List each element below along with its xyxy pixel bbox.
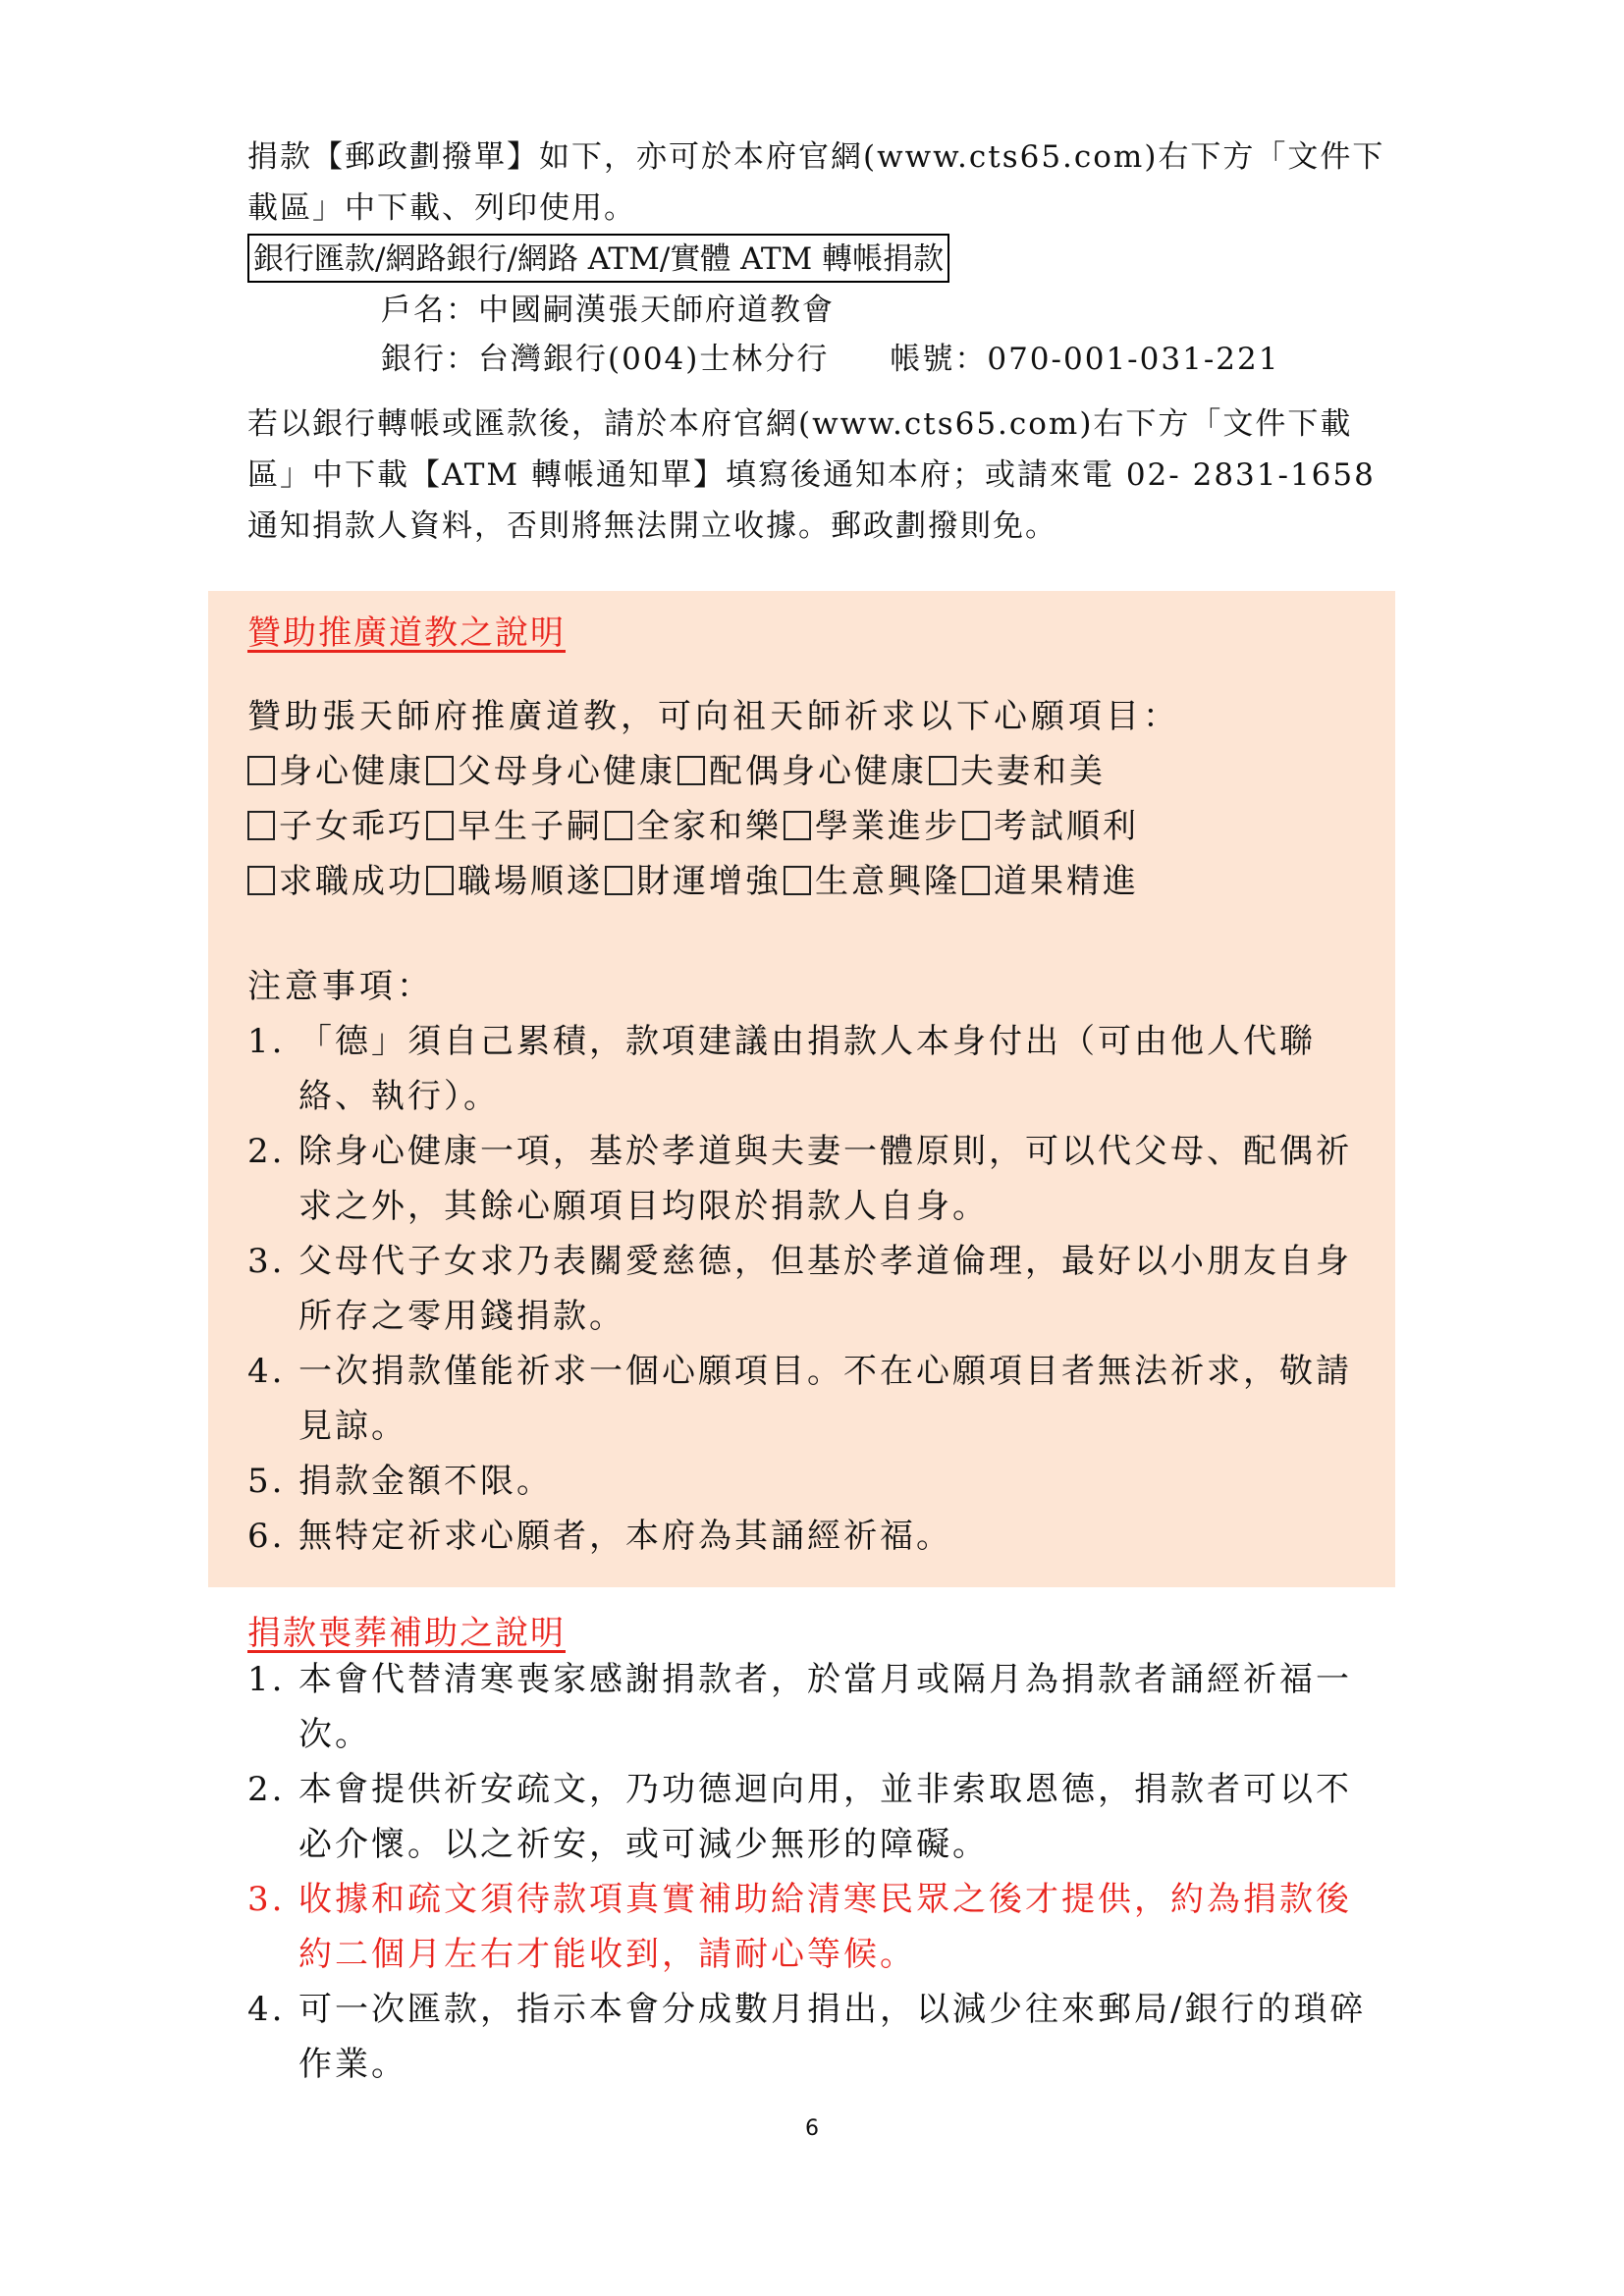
list-item (247, 1454, 1377, 1509)
item-number: 4. (247, 1990, 286, 2029)
list-item (247, 1509, 1377, 1564)
account-holder: 戶名：中國嗣漢張天師府道教會 (381, 293, 835, 328)
wish-item: 身心健康 (279, 752, 424, 791)
checkbox[interactable] (784, 811, 811, 840)
wish-item: 配偶身心健康 (709, 752, 927, 791)
transfer-notice-paragraph: 若以銀行轉帳或匯款後，請於本府官網(www.cts65.com)右下方「文件下載區」中下載【ATM 轉帳通知單】填寫後通知本府；或請來電 02- 2831-1658 通知捐款人資料，否則將無法開立收據。郵政劃撥則免。 (247, 406, 1376, 544)
item-text: 收據和疏文須待款項真實補助給清寒民眾之後才提供，約為捐款後約二個月左右才能收到，請耐心等候。 (298, 1880, 1352, 1974)
item-text: 可一次匯款，指示本會分成數月捐出，以減少往來郵局/銀行的瑣碎作業。 (298, 1990, 1367, 2084)
wish-row (247, 744, 1141, 799)
item-number: 6. (247, 1517, 286, 1556)
item-number: 3. (247, 1880, 286, 1919)
checkbox[interactable] (426, 811, 454, 840)
checkbox[interactable] (247, 756, 275, 785)
item-number: 2. (247, 1132, 286, 1171)
wish-item: 道果精進 (994, 862, 1139, 901)
list-item (247, 1124, 1377, 1234)
list-item-highlighted (247, 1872, 1377, 1982)
bank-name: 銀行：台灣銀行(004)士林分行 (381, 342, 830, 377)
promotion-section-title: 贊助推廣道教之說明 (247, 614, 566, 653)
item-number: 4. (247, 1352, 286, 1391)
item-number: 3. (247, 1242, 286, 1281)
checkbox[interactable] (677, 756, 705, 785)
checkbox[interactable] (247, 866, 275, 895)
funeral-list (247, 1652, 1377, 2092)
checkbox[interactable] (426, 756, 454, 785)
checkbox[interactable] (929, 756, 956, 785)
wish-item: 求職成功 (279, 862, 424, 901)
postal-transfer-paragraph: 捐款【郵政劃撥單】如下，亦可於本府官網(www.cts65.com)右下方「文件下載區」中下載、列印使用。 (247, 139, 1385, 226)
wish-row (247, 854, 1141, 909)
item-text: 除身心健康一項，基於孝道與夫妻一體原則，可以代父母、配偶祈求之外，其餘心願項目均限於捐款人自身。 (298, 1132, 1352, 1226)
list-item (247, 1014, 1377, 1124)
list-item (247, 1762, 1377, 1872)
wish-checklist (247, 744, 1141, 909)
item-text: 「德」須自己累積，款項建議由捐款人本身付出（可由他人代聯絡、執行）。 (298, 1022, 1316, 1116)
item-number: 5. (247, 1462, 286, 1501)
item-text: 無特定祈求心願者，本府為其誦經祈福。 (298, 1517, 952, 1556)
checkbox[interactable] (784, 866, 811, 895)
item-number: 1. (247, 1022, 286, 1061)
item-text: 本會提供祈安疏文，乃功德迴向用，並非索取恩德，捐款者可以不必介懷。以之祈安，或可減少無形的障礙。 (298, 1770, 1352, 1864)
checkbox[interactable] (962, 866, 990, 895)
page-number: 6 (805, 2116, 819, 2141)
item-text: 本會代替清寒喪家感謝捐款者，於當月或隔月為捐款者誦經祈福一次。 (298, 1660, 1352, 1754)
checkbox[interactable] (962, 811, 990, 840)
account-number: 帳號：070-001-031-221 (890, 342, 1280, 377)
bank-account-line (381, 334, 1279, 385)
wish-item: 生意興隆 (815, 862, 960, 901)
checkbox[interactable] (605, 866, 632, 895)
funeral-section-title: 捐款喪葬補助之說明 (247, 1614, 566, 1653)
promotion-intro: 贊助張天師府推廣道教，可向祖天師祈求以下心願項目： (247, 697, 1180, 736)
item-text: 一次捐款僅能祈求一個心願項目。不在心願項目者無法祈求，敬請見諒。 (298, 1352, 1352, 1446)
wish-item: 早生子嗣 (458, 807, 603, 846)
wish-item: 子女乖巧 (279, 807, 424, 846)
wish-item: 父母身心健康 (458, 752, 676, 791)
wish-item: 夫妻和美 (960, 752, 1106, 791)
item-number: 2. (247, 1770, 286, 1809)
notes-title: 注意事項： (247, 967, 434, 1006)
item-text: 父母代子女求乃表關愛慈德，但基於孝道倫理，最好以小朋友自身所存之零用錢捐款。 (298, 1242, 1352, 1336)
list-item (247, 1344, 1377, 1454)
wish-row (247, 799, 1141, 854)
list-item (247, 1982, 1377, 2092)
item-number: 1. (247, 1660, 286, 1699)
checkbox[interactable] (426, 866, 454, 895)
list-item (247, 1234, 1377, 1344)
item-text: 捐款金額不限。 (298, 1462, 553, 1501)
notes-list (247, 1014, 1377, 1564)
checkbox[interactable] (605, 811, 632, 840)
wish-item: 學業進步 (815, 807, 960, 846)
list-item (247, 1652, 1377, 1762)
wish-item: 考試順利 (994, 807, 1139, 846)
wish-item: 財運增強 (636, 862, 782, 901)
wish-item: 職場順遂 (458, 862, 603, 901)
checkbox[interactable] (247, 811, 275, 840)
wish-item: 全家和樂 (636, 807, 782, 846)
bank-transfer-heading: 銀行匯款/網路銀行/網路 ATM/實體 ATM 轉帳捐款 (247, 234, 949, 283)
